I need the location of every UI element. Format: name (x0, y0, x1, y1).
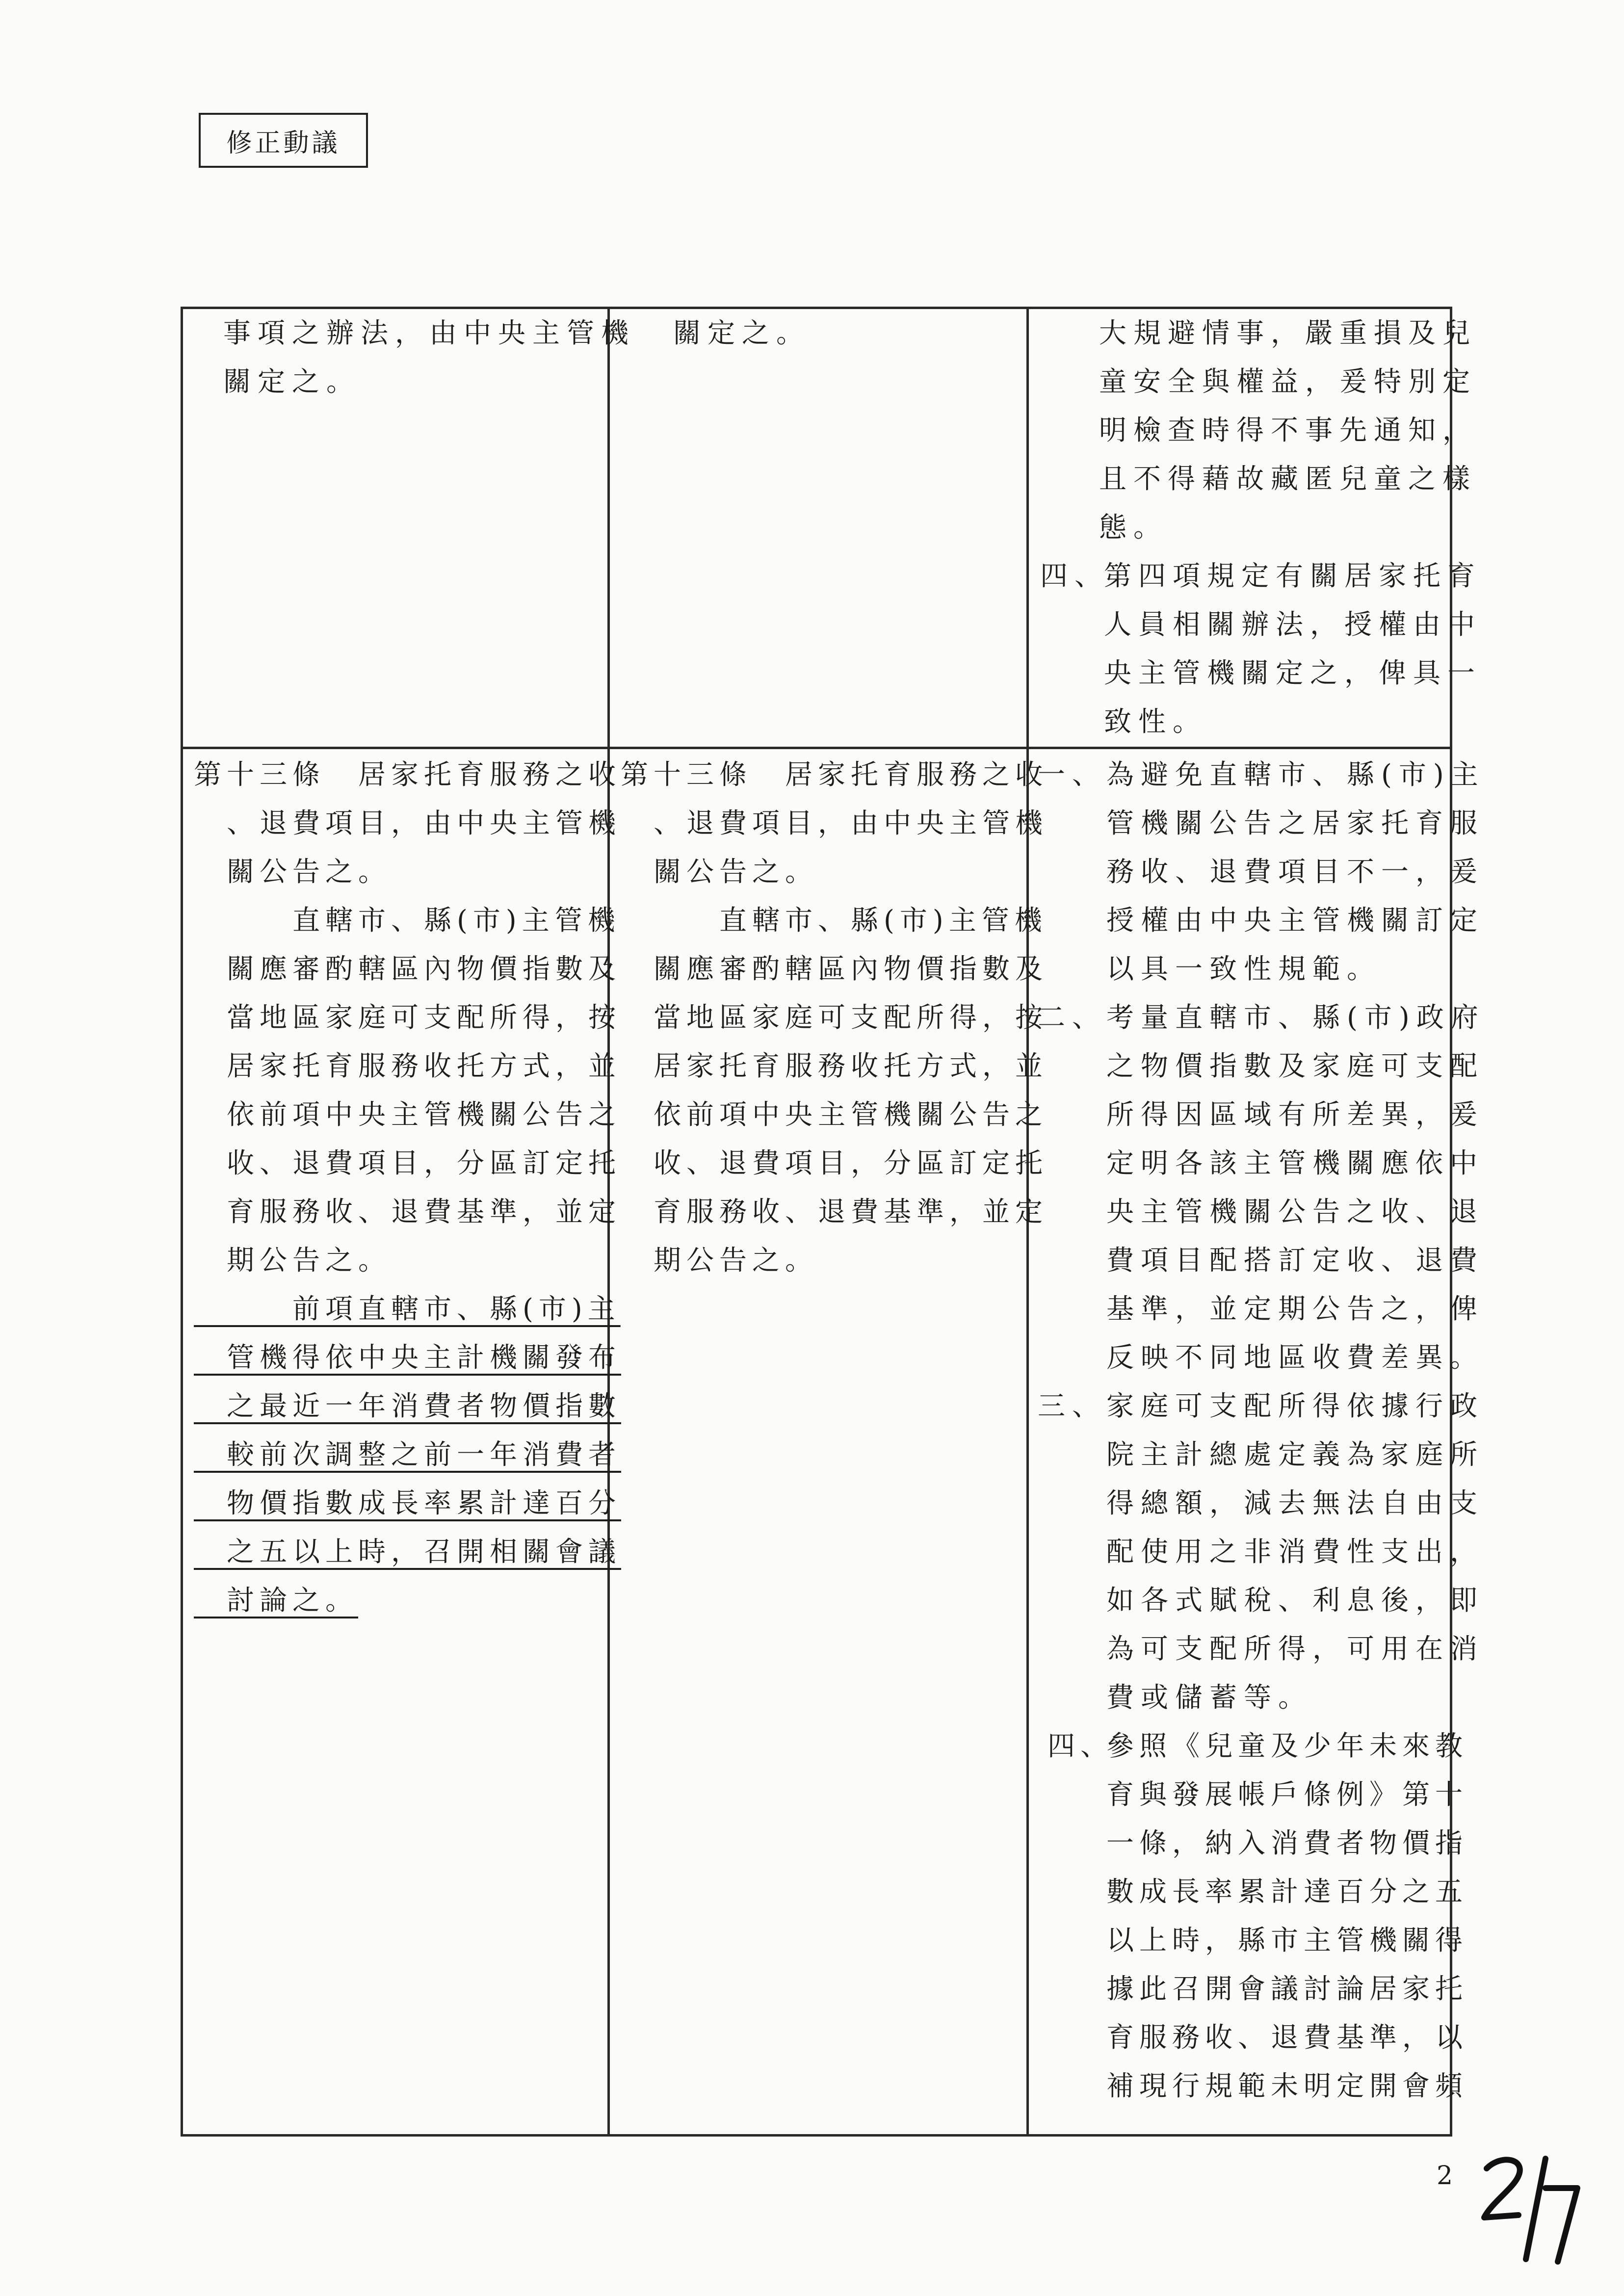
row2-col1-amended-article-13: 第十三條 居家托育服務之收 、退費項目，由中央主管機 關公告之。 直轄市、縣(市)主管機 關應審酌轄區內物價指數及 當地區家庭可支配所得，按 居家托育服務收托方式，並 依前項中央主管機關公告之 收、退費項目，分區訂定托 育服務收、退費基準，並定 期公告之。 前項直轄市、縣(市)主 管機得依中央主計機關發布 之最近一年消費者物價指數 較前次調整之前一年消費者 物價指數成長率累計達百分 之五以上時，召開相關會議 討論之。 (194, 759, 621, 1617)
explanation-item-4b: 四、 參照《兒童及少年未來教 育與發展帳戶條例》第十 一條，納入消費者物價指 數成長率累計達百分之五 以上時，縣市主管機關得 據此召開會議討論居家托 育服務收、退費基準，以 補現行規範未明定開會頻 (1048, 1730, 1468, 2102)
page-number: 2 (1437, 2161, 1453, 2191)
handwritten-page-mark (1472, 2149, 1599, 2267)
row1-col3-explanation: 大規避情事，嚴重損及兒 童安全與權益，爰特別定 明檢查時得不事先通知， 且不得藉故藏匿兒童之樣 態。 四、 第四項規定有關居家托育 人員相關辦法，授權由中 央主管機關定之，俾具一 致性。 (1040, 309, 1482, 746)
amended-paragraph-3: 前項直轄市、縣(市)主 (194, 1293, 621, 1325)
row-divider (181, 747, 1452, 749)
explanation-item-1: 一、 為避免直轄市、縣(市)主 管機關公告之居家托育服 務收、退費項目不一，爰 授權由中央主管機關訂定 以具一致性規範。 (1038, 759, 1485, 985)
amendment-motion-tag: 修正動議 (199, 113, 368, 168)
table-left-border (181, 307, 183, 2137)
explanation-item-3: 三、 家庭可支配所得依據行政 院主計總處定義為家庭所 得總額，減去無法自由支 配使用之非消費性支出， 如各式賦稅、利息後，即 為可支配所得，可用在消 費或儲蓄等。 (1038, 1390, 1484, 1714)
row2-col3-explanation (1038, 751, 1485, 2111)
explanation-item-4: 四、 第四項規定有關居家托育 人員相關辦法，授權由中 央主管機關定之，俾具一 致性。 (1040, 560, 1482, 738)
row2-col2-current-article-13: 第十三條 居家托育服務之收 、退費項目，由中央主管機 關公告之。 直轄市、縣(市)主管機 關應審酌轄區內物價指數及 當地區家庭可支配所得，按 居家托育服務收托方式，並 依前項中央主管機關公告之 收、退費項目，分區訂定托 育服務收、退費基準，並定 期公告之。 (621, 759, 1048, 1277)
row1-col1-amended-text: 事項之辦法，由中央主管機 關定之。 (223, 317, 635, 398)
explanation-item-2: 二、 考量直轄市、縣(市)政府 之物價指數及家庭可支配 所得因區域有所差異，爰 定明各該主管機關應依中 央主管機關公告之收、退 費項目配搭訂定收、退費 基準，並定期公告之，俾 反映不同地區收費差異。 (1038, 1002, 1485, 1374)
row1-col2-current-text: 關定之。 (673, 317, 811, 349)
table-bottom-border (181, 2134, 1452, 2137)
